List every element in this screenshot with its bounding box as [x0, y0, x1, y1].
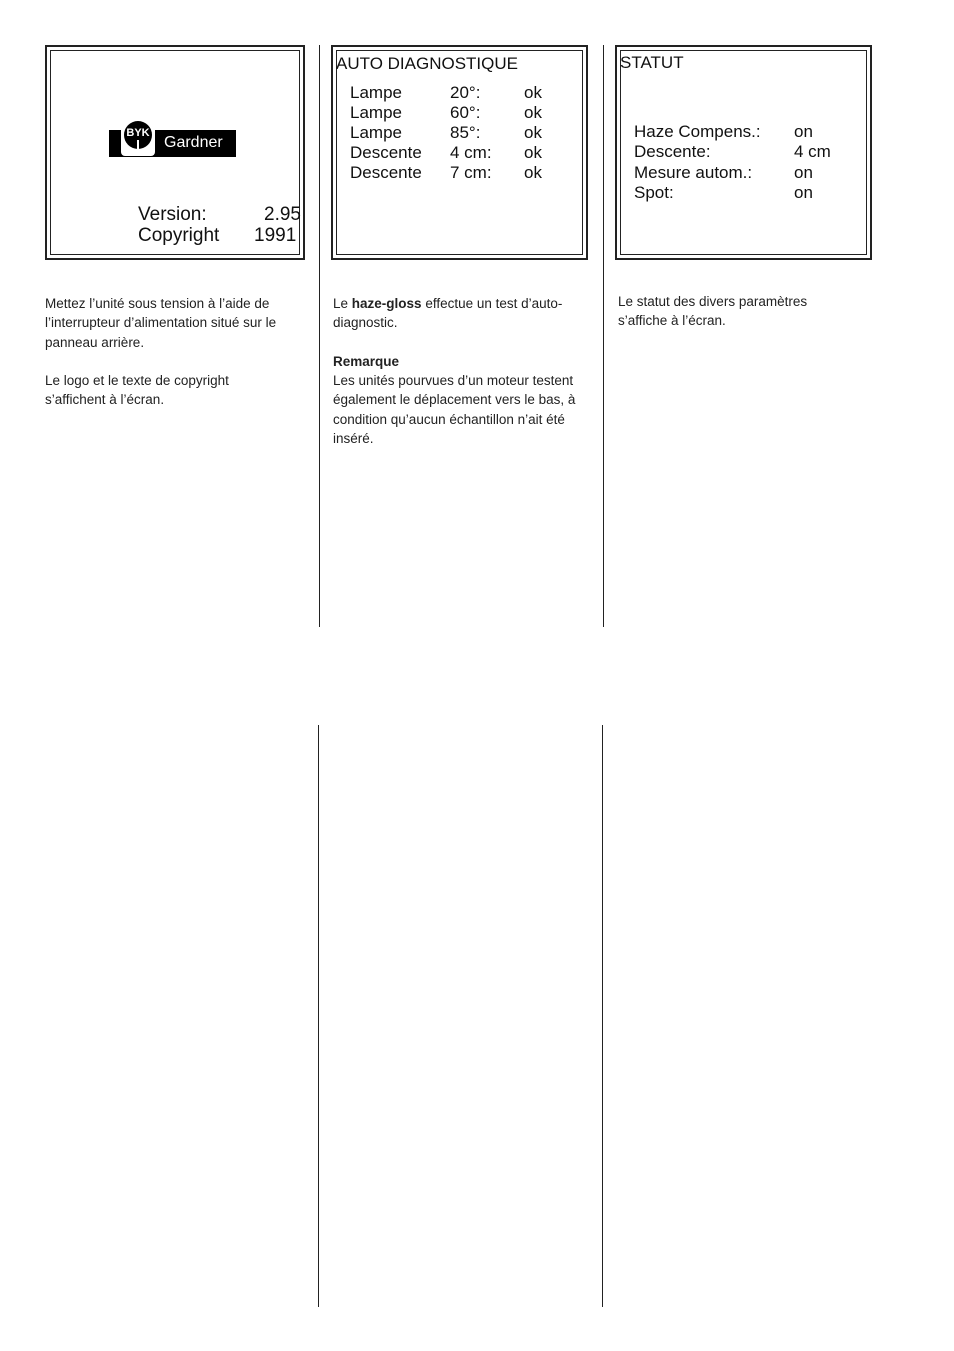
col2-paragraph-self-test [333, 294, 595, 333]
col1-paragraph-power-on: Mettez l’unité sous tension à l’aide de l’interrupteur d’alimentation situé sur le panneau arrière. [45, 296, 277, 350]
diag-row-label: Lampe [350, 103, 402, 122]
status-row-value: 4 cm [794, 142, 831, 161]
logo-name: Gardner [164, 134, 223, 151]
diag-row-param: 20°: [450, 83, 481, 102]
status-row-label: Descente: [634, 142, 711, 161]
logo-mark-text: BYK [126, 127, 150, 139]
diag-row-status: ok [524, 103, 542, 122]
diag-row-status: ok [524, 163, 542, 182]
diag-row-param: 85°: [450, 123, 481, 142]
remark-title: Remarque [333, 354, 400, 369]
status-row-value: on [794, 122, 813, 141]
status-row-label: Mesure autom.: [634, 163, 753, 182]
column-divider-1-top [319, 45, 320, 627]
byk-gardner-logo [109, 127, 236, 157]
diag-row-status: ok [524, 123, 542, 142]
column-divider-2-bottom [602, 725, 603, 1307]
status-row-value: on [794, 163, 813, 182]
diag-row-status: ok [524, 83, 542, 102]
diag-row-label: Descente [350, 143, 422, 162]
col2-p1-post: effectue un test d’auto-diagnostic. [333, 296, 563, 331]
status-row-label: Haze Compens.: [634, 122, 761, 141]
col1-paragraph-logo: Le logo et le texte de copyright s’affichent à l’écran. [45, 373, 229, 408]
diag-row-param: 4 cm: [450, 143, 492, 162]
copyright-value: 1991 [254, 225, 297, 246]
byk-logo-icon [121, 118, 155, 156]
col3-paragraph-status: Le statut des divers paramètres s’affiche à l’écran. [618, 294, 808, 329]
diag-row-label: Lampe [350, 123, 402, 142]
diag-row-param: 7 cm: [450, 163, 492, 182]
diag-row-label: Lampe [350, 83, 402, 102]
product-name: haze-gloss [351, 296, 422, 311]
status-row-label: Spot: [634, 183, 674, 202]
diag-row-status: ok [524, 143, 542, 162]
status-title: STATUT [620, 53, 684, 72]
version-value: 2.95 [264, 204, 301, 225]
remark-text: Les unités pourvues d’un moteur testent également le déplacement vers le bas, à condition qu’aucun échantillon n’ait été inséré. [333, 373, 576, 446]
column-divider-1-bottom [318, 725, 319, 1307]
diag-row-label: Descente [350, 163, 422, 182]
status-row-value: on [794, 183, 813, 202]
col2-p1-pre: Le [333, 296, 352, 311]
version-label: Version: [138, 204, 207, 225]
diag-row-param: 60°: [450, 103, 481, 122]
copyright-label: Copyright [138, 225, 220, 246]
column-divider-2-top [603, 45, 604, 627]
auto-diagnostic-title: AUTO DIAGNOSTIQUE [336, 54, 518, 73]
